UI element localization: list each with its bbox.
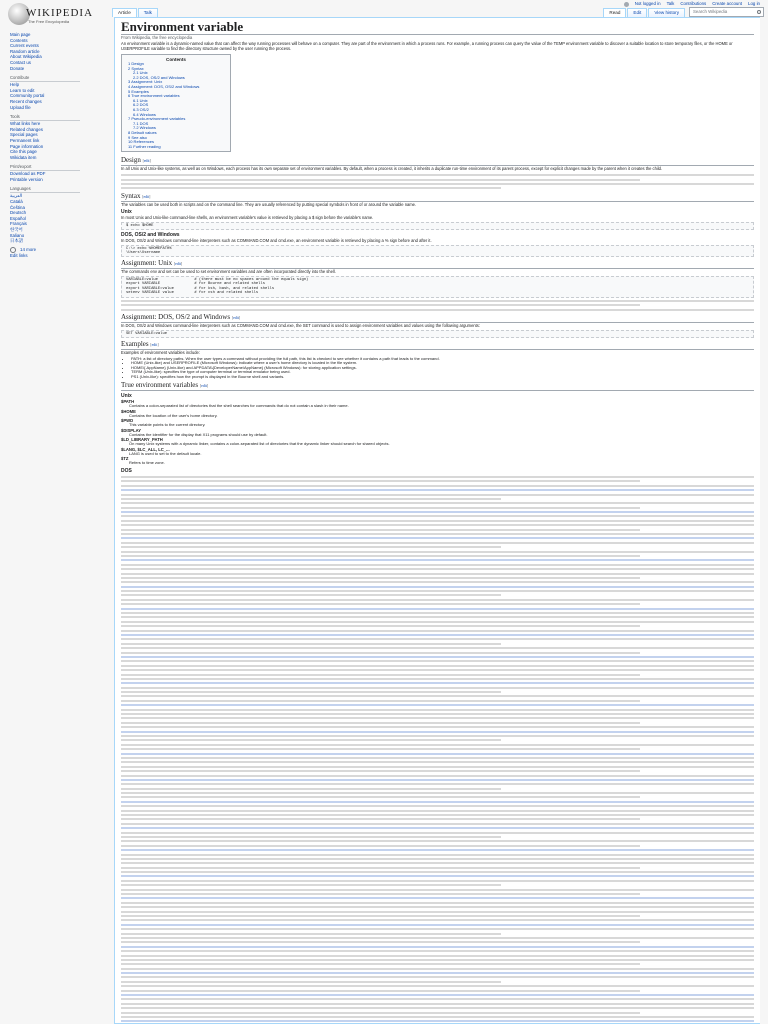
toc-item[interactable]: 8 Default values xyxy=(128,129,157,135)
text-line xyxy=(121,928,754,930)
toc-item[interactable]: 2.1 Unix xyxy=(133,70,148,76)
text-line xyxy=(121,309,754,311)
text-line xyxy=(121,937,754,939)
nav-what-links-here[interactable]: What links here xyxy=(10,121,41,127)
text-line xyxy=(121,814,754,816)
text-line xyxy=(121,998,754,1000)
text-line xyxy=(121,625,640,627)
text-line xyxy=(121,300,754,302)
nav-contact[interactable]: Contact us xyxy=(10,59,31,65)
nav-main-page[interactable]: Main page xyxy=(10,32,31,37)
text-line xyxy=(121,480,640,482)
text-line xyxy=(121,735,754,737)
examples-intro: Examples of environment variables include: xyxy=(121,350,200,356)
section-heading-true-env xyxy=(121,381,754,391)
wikipedia-logo[interactable] xyxy=(6,2,102,26)
text-line xyxy=(121,854,754,856)
toc-item[interactable]: 6 True environment variables xyxy=(128,93,180,99)
text-line xyxy=(121,179,640,181)
text-line xyxy=(121,529,640,531)
text-line xyxy=(121,581,754,583)
text-line xyxy=(121,652,640,654)
edit-section-link[interactable]: [edit] xyxy=(142,194,151,199)
nav-printable-version[interactable]: Printable version xyxy=(10,176,43,182)
text-line xyxy=(121,700,640,702)
page-title: Environment variable xyxy=(121,20,754,35)
toc-item[interactable]: 2 Syntax xyxy=(128,65,144,71)
dos-paragraph: In DOS, OS/2 and Windows command-line interpreters such as COMMAND.COM and cmd.exe, an environment variable is retrieved by placing a % sign before and after it. xyxy=(121,238,432,244)
text-line xyxy=(121,827,754,829)
text-line xyxy=(121,586,754,588)
lang-link[interactable]: العربية xyxy=(10,193,22,199)
text-line xyxy=(121,889,754,891)
definition-term: $PWD xyxy=(121,418,134,424)
article-content xyxy=(114,17,760,1024)
text-line xyxy=(121,761,754,763)
text-line xyxy=(121,801,754,803)
text-line xyxy=(121,1016,754,1018)
text-line xyxy=(121,599,754,601)
section-title: Design xyxy=(121,156,141,165)
logo-wordmark: WIKIPEDIA xyxy=(26,7,94,19)
text-line xyxy=(121,551,754,553)
text-line xyxy=(121,766,754,768)
text-line xyxy=(121,893,640,895)
text-line xyxy=(121,542,754,544)
text-line xyxy=(121,665,754,667)
text-line xyxy=(121,621,754,623)
tab-view-history[interactable]: View history xyxy=(648,8,685,17)
text-line xyxy=(121,849,754,851)
text-line xyxy=(121,862,754,864)
list-item: • PATH: a list of directory paths. When the user types a command without providing the full path, this list is checked to see whether it contains a path that leads to the command. xyxy=(131,357,754,362)
text-line xyxy=(121,911,754,913)
definition-desc: Contains the identifier for the display that X11 programs should use by default. xyxy=(129,431,268,437)
section-heading-assignment-dos xyxy=(121,313,754,323)
section-heading-design xyxy=(121,156,754,166)
talk-link[interactable]: Talk xyxy=(666,1,675,6)
table-of-contents xyxy=(121,54,231,152)
create-account-link[interactable]: Create account xyxy=(712,1,743,6)
more-languages-link[interactable]: 14 more xyxy=(20,247,37,253)
nav-contents[interactable]: Contents xyxy=(10,37,28,43)
subsection-heading-unix: Unix xyxy=(121,393,132,400)
nav-page-information[interactable]: Page information xyxy=(10,143,44,149)
text-line xyxy=(121,972,754,974)
text-line xyxy=(121,643,501,645)
text-line xyxy=(121,304,640,306)
text-line xyxy=(121,1003,754,1005)
user-icon xyxy=(624,2,629,7)
nav-learn-to-edit[interactable]: Learn to edit xyxy=(10,87,35,93)
text-line xyxy=(121,704,754,706)
text-line xyxy=(121,674,640,676)
code-block: VARIABLE=value # (there must be no spaces around the equals sign) export VARIABLE # for Bourne and related shells export VARIABLE=value # for ksh, bash, and related shells setenv VARIABLE value # for csh and related shells xyxy=(121,276,754,298)
list-item: • HOME/{.AppName} (Unix-like) and APPDATA\{DeveloperName\AppName} (Microsoft Windows): for storing application settings. xyxy=(131,366,754,371)
text-line xyxy=(121,845,640,847)
text-line xyxy=(121,630,754,632)
nav-donate[interactable]: Donate xyxy=(10,65,25,71)
not-logged-in-label: Not logged in xyxy=(634,1,661,6)
sidebar xyxy=(0,0,108,1024)
text-line xyxy=(121,731,754,733)
definition-desc: This variable points to the current directory. xyxy=(129,422,206,428)
toc-item[interactable]: 7.1 DOS xyxy=(133,120,149,126)
definition-term: $DISPLAY xyxy=(121,427,142,433)
tab-article[interactable]: Article xyxy=(112,8,137,17)
definition-term: $LANG, $LC_ALL, LC_... xyxy=(121,446,170,452)
subsection-heading-dos: DOS xyxy=(121,467,132,474)
text-line xyxy=(121,915,640,917)
code-block: SET VARIABLE=value xyxy=(121,330,754,338)
text-line xyxy=(121,919,754,921)
list-item: • HOME (Unix-like) and USERPROFILE (Microsoft Windows): indicate where a user's home directory is located in the file system. xyxy=(131,361,754,366)
text-line xyxy=(121,726,754,728)
text-line xyxy=(121,959,754,961)
nav-special-pages[interactable]: Special pages xyxy=(10,132,38,138)
nav-random-article[interactable]: Random article xyxy=(10,48,40,54)
assignment-dos-paragraph: In DOS, OS/2 and Windows command-line interpreters such as COMMAND.COM and cmd.exe, the SET command is used to assign environment variables and values using the following arguments: xyxy=(121,323,480,329)
text-line xyxy=(121,174,754,176)
text-line xyxy=(121,981,501,983)
article-body-lines xyxy=(121,476,754,1024)
text-line xyxy=(121,590,754,592)
text-line xyxy=(121,515,754,517)
subsection-heading-dos: DOS, OS/2 and Windows xyxy=(121,232,180,239)
text-line xyxy=(121,950,754,952)
text-line xyxy=(121,183,754,185)
lang-link[interactable]: 日本語 xyxy=(10,238,24,244)
code-block: C:\> echo %HOMEPATH% \Users\Username xyxy=(121,245,754,258)
toc-item[interactable]: 6.1 Unix xyxy=(133,97,148,103)
text-line xyxy=(121,906,754,908)
text-line xyxy=(121,682,754,684)
site-subtitle: From Wikipedia, the free encyclopedia xyxy=(121,35,193,40)
logo-tagline: The Free Encyclopedia xyxy=(28,19,70,24)
text-line xyxy=(121,744,754,746)
definition-list xyxy=(121,399,754,466)
design-paragraph: In all Unix and Unix-like systems, as well as on Windows, each process has its own separate set of environment variables. By default, when a process is created, it inherits a duplicate run-time environment of its parent process, except for explicit changes made by the parent when it creates the child. xyxy=(121,166,663,172)
search-input[interactable] xyxy=(689,7,764,17)
text-line xyxy=(121,836,501,838)
text-line xyxy=(121,788,501,790)
text-line xyxy=(121,638,754,640)
definition-term: $LD_LIBRARY_PATH xyxy=(121,437,163,443)
text-line xyxy=(121,608,754,610)
section-title: True environment variables xyxy=(121,381,199,390)
text-line xyxy=(121,656,754,658)
print-heading: Print/export xyxy=(10,164,80,171)
text-line xyxy=(121,946,754,948)
toc-item[interactable]: 6.4 Windows xyxy=(133,111,156,117)
contributions-link[interactable]: Contributions xyxy=(680,1,707,6)
nav-permanent-link[interactable]: Permanent link xyxy=(10,137,40,143)
nav-current-events[interactable]: Current events xyxy=(10,43,39,49)
text-line xyxy=(121,753,754,755)
text-line xyxy=(121,775,754,777)
text-line xyxy=(121,634,754,636)
examples-list xyxy=(121,357,754,380)
text-line xyxy=(121,897,754,899)
nav-related-changes[interactable]: Related changes xyxy=(10,126,43,132)
text-line xyxy=(121,660,754,662)
text-line xyxy=(121,770,640,772)
text-line xyxy=(121,818,640,820)
toc-item[interactable]: 7 Pseudo-environment variables xyxy=(128,116,186,122)
lang-link[interactable]: Deutsch xyxy=(10,210,27,216)
edit-section-link[interactable]: [edit] xyxy=(199,384,209,389)
list-item: • TERM (Unix-like): specifies the type of computer terminal or terminal emulator being used. xyxy=(131,370,754,375)
text-line xyxy=(121,810,754,812)
definition-term: $HOME xyxy=(121,408,136,414)
text-line xyxy=(121,1012,640,1014)
text-line xyxy=(121,520,754,522)
toc-item[interactable]: 11 Further reading xyxy=(128,143,161,149)
text-line xyxy=(121,612,754,614)
definition-term: $PATH xyxy=(121,399,135,405)
definition-desc: Contains the location of the user's home directory. xyxy=(129,412,218,418)
text-line xyxy=(121,963,640,965)
text-line xyxy=(121,757,754,759)
text-line xyxy=(121,537,754,539)
section-title: Syntax xyxy=(121,191,141,200)
text-line xyxy=(121,880,754,882)
section-title: Assignment: Unix xyxy=(121,259,173,268)
definition-desc: Contains a colon-separated list of directories that the shell searches for commands that do not contain a slash in their name. xyxy=(129,403,349,409)
text-line xyxy=(121,713,754,715)
nav-community-portal[interactable]: Community portal xyxy=(10,93,45,99)
toc-item[interactable]: 1 Design xyxy=(128,61,144,66)
text-line xyxy=(121,1020,754,1022)
text-line xyxy=(121,691,501,693)
tab-edit[interactable]: Edit xyxy=(627,8,647,17)
log-in-link[interactable]: Log in xyxy=(748,1,760,6)
nav-about[interactable]: About Wikipedia xyxy=(10,54,42,60)
text-line xyxy=(121,823,754,825)
page-tabs xyxy=(112,7,764,17)
tab-read[interactable]: Read xyxy=(603,8,626,17)
text-line xyxy=(121,489,754,491)
text-line xyxy=(121,1007,754,1009)
text-line xyxy=(121,779,754,781)
toc-item[interactable]: 6.3 OS/2 xyxy=(133,106,149,112)
text-line xyxy=(121,990,640,992)
toc-item[interactable]: 7.2 Windows xyxy=(133,125,156,131)
lang-link[interactable]: Italiano xyxy=(10,232,25,238)
lang-link[interactable]: Català xyxy=(10,199,23,205)
assignment-unix-paragraph: The commands env and set can be used to set environment variables and are often incorporated directly into the shell. xyxy=(121,269,336,275)
text-line xyxy=(121,739,501,741)
nav-download-pdf[interactable]: Download as PDF xyxy=(10,171,46,177)
subsection-heading-unix: Unix xyxy=(121,209,132,216)
text-line xyxy=(121,875,754,877)
syntax-paragraph: The variables can be used both in scripts and on the command line. They are usually referenced by putting special symbols in front of or around the variable name. xyxy=(121,201,417,207)
edit-section-link[interactable]: [edit] xyxy=(150,343,159,348)
definition-desc: LANG is used to set to the default locale. xyxy=(129,450,202,456)
text-line xyxy=(121,924,754,926)
nav-help[interactable]: Help xyxy=(10,82,20,88)
search-icon[interactable] xyxy=(757,10,761,14)
text-line xyxy=(121,941,640,943)
text-line xyxy=(121,832,754,834)
list-item: • PS1 (Unix-like): specifies how the prompt is displayed in the Bourne shell and variants. xyxy=(131,375,754,380)
text-line xyxy=(121,955,754,957)
text-line xyxy=(121,533,754,535)
text-line xyxy=(121,783,754,785)
text-line xyxy=(121,511,754,513)
text-line xyxy=(121,502,754,504)
section-heading-syntax xyxy=(121,192,754,202)
text-line xyxy=(121,871,754,873)
tools-heading: Tools xyxy=(10,114,80,121)
nav-upload-file[interactable]: Upload file xyxy=(10,104,31,110)
lang-link[interactable]: Čeština xyxy=(10,204,25,210)
text-line xyxy=(121,858,754,860)
gear-icon[interactable] xyxy=(10,247,16,253)
text-line xyxy=(121,884,501,886)
unix-paragraph: In most Unix and Unix-like command-line shells, an environment variable's value is retrieved by placing a $ sign before the variable's name. xyxy=(121,215,374,221)
text-line xyxy=(121,717,754,719)
text-line xyxy=(121,748,640,750)
section-heading-assignment-unix xyxy=(121,259,754,269)
nav-cite-page[interactable]: Cite this page xyxy=(10,149,37,155)
definition-desc: On many Unix systems with a dynamic linker, contains a colon-separated list of directories that the dynamic linker should search for shared objects. xyxy=(129,441,390,447)
text-line xyxy=(121,594,501,596)
text-line xyxy=(121,573,754,575)
toc-item[interactable]: 5 Examples xyxy=(128,88,149,94)
text-line xyxy=(121,507,640,509)
text-line xyxy=(121,976,754,978)
toc-title: Contents xyxy=(166,57,186,62)
toc-item[interactable]: 6.2 DOS xyxy=(133,102,149,108)
text-line xyxy=(121,476,754,478)
nav-wikidata-item[interactable]: Wikidata item xyxy=(10,154,37,160)
toc-item[interactable]: 3 Assignment: Unix xyxy=(128,79,163,85)
intro-paragraph: An environment variable is a dynamic-named value that can affect the way running processes will behave on a computer. They are part of the environment in which a process runs. For example, a running process can query the value of the TEMP environment variable to discover a suitable location to store temporary files, or the HOME or USERPROFILE variable to find the directory structure owned by the user running the process. xyxy=(121,41,733,51)
edit-section-link[interactable]: [edit] xyxy=(231,316,241,321)
toc-item[interactable]: 9 See also xyxy=(128,134,147,140)
toc-item[interactable]: 2.2 DOS, OS/2 and Windows xyxy=(133,74,185,80)
lang-link[interactable]: Français xyxy=(10,221,27,227)
text-line xyxy=(121,805,754,807)
toc-list xyxy=(128,62,224,149)
text-line xyxy=(121,840,754,842)
text-line xyxy=(121,669,754,671)
text-line xyxy=(121,555,640,557)
text-line xyxy=(121,687,754,689)
text-line xyxy=(121,524,754,526)
text-line xyxy=(121,603,640,605)
lang-link[interactable]: 한국어 xyxy=(10,227,23,233)
text-line xyxy=(121,792,754,794)
toc-item[interactable]: 10 References xyxy=(128,139,155,145)
lang-link[interactable]: Español xyxy=(10,215,26,221)
text-line xyxy=(121,867,640,869)
text-line xyxy=(121,494,754,496)
section-heading-examples xyxy=(121,340,754,350)
text-line xyxy=(121,647,754,649)
definition-desc: Refers to time zone. xyxy=(129,460,165,466)
definition-term: $TZ xyxy=(121,456,129,462)
text-line xyxy=(121,187,501,189)
text-line xyxy=(121,968,754,970)
text-line xyxy=(121,994,754,996)
text-line xyxy=(121,485,754,487)
text-line xyxy=(121,568,754,570)
section-title: Assignment: DOS, OS/2 and Windows xyxy=(121,313,231,322)
text-line xyxy=(121,985,754,987)
text-line xyxy=(121,577,640,579)
text-line xyxy=(121,678,754,680)
search-placeholder: Search Wikipedia xyxy=(693,9,728,14)
text-line xyxy=(121,722,640,724)
contribute-heading: Contribute xyxy=(10,75,80,82)
edit-section-link[interactable]: [edit] xyxy=(173,262,183,267)
text-line xyxy=(121,933,501,935)
text-line xyxy=(121,616,754,618)
toc-item[interactable]: 4 Assignment: DOS, OS/2 and Windows xyxy=(128,83,200,89)
tab-talk[interactable]: Talk xyxy=(138,8,158,17)
edit-section-link[interactable]: [edit] xyxy=(142,159,151,164)
code-block: $ echo $HOME xyxy=(121,222,754,230)
side-navigation xyxy=(10,32,102,258)
text-line xyxy=(121,498,501,500)
edit-links-link[interactable]: Edit links xyxy=(10,252,28,258)
section-title: Examples xyxy=(121,340,149,349)
text-line xyxy=(121,564,754,566)
nav-recent-changes[interactable]: Recent changes xyxy=(10,98,42,104)
text-line xyxy=(121,546,501,548)
languages-heading: Languages xyxy=(10,186,80,193)
text-line xyxy=(121,796,640,798)
text-line xyxy=(121,902,754,904)
text-line xyxy=(121,709,754,711)
text-line xyxy=(121,695,754,697)
text-line xyxy=(121,559,754,561)
